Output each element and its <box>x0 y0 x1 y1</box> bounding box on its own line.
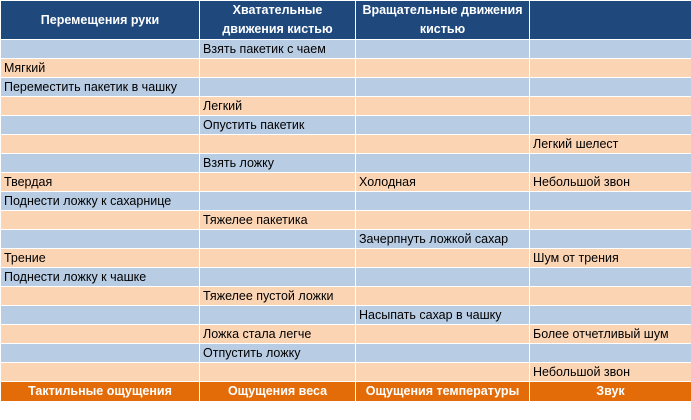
table-cell <box>530 344 691 363</box>
table-cell <box>530 230 691 249</box>
table-cell <box>200 306 356 325</box>
table-cell: Отпустить ложку <box>200 344 356 363</box>
table-cell <box>200 268 356 287</box>
table-cell <box>356 192 530 211</box>
table-cell: Взять ложку <box>200 154 356 173</box>
table-cell <box>1 363 200 382</box>
table-cell <box>356 287 530 306</box>
table-row <box>1 325 691 344</box>
table-row <box>1 78 691 97</box>
table-cell <box>530 116 691 135</box>
table-row <box>1 363 691 382</box>
table-cell <box>356 78 530 97</box>
table-cell: Опустить пакетик <box>200 116 356 135</box>
table-cell <box>1 287 200 306</box>
table-row <box>1 211 691 230</box>
table-cell: Более отчетливый шум <box>530 325 691 344</box>
table-cell: Небольшой звон <box>530 363 691 382</box>
table-row <box>1 173 691 192</box>
table-cell: Легкий шелест <box>530 135 691 154</box>
table-row <box>1 40 691 59</box>
table-row <box>1 154 691 173</box>
table-cell <box>1 135 200 154</box>
table-cell: Трение <box>1 249 200 268</box>
table-cell <box>530 306 691 325</box>
table-cell: Поднести ложку к чашке <box>1 268 200 287</box>
header-cell-grasping: Хватательные движения кистью <box>200 1 356 40</box>
footer-row <box>1 382 691 402</box>
table-cell: Твердая <box>1 173 200 192</box>
table-cell <box>356 211 530 230</box>
table-cell <box>530 97 691 116</box>
table-cell: Ложка стала легче <box>200 325 356 344</box>
table-cell <box>1 40 200 59</box>
footer-cell-tactile: Тактильные ощущения <box>1 382 200 402</box>
table-cell <box>530 40 691 59</box>
table-cell: Тяжелее пустой ложки <box>200 287 356 306</box>
table-cell <box>356 59 530 78</box>
table-cell <box>200 135 356 154</box>
table-cell <box>356 363 530 382</box>
table-cell: Холодная <box>356 173 530 192</box>
table-cell <box>530 78 691 97</box>
table-row <box>1 249 691 268</box>
header-row <box>1 1 691 40</box>
table-row <box>1 135 691 154</box>
table-cell: Насыпать сахар в чашку <box>356 306 530 325</box>
table-cell <box>356 154 530 173</box>
table-cell: Небольшой звон <box>530 173 691 192</box>
footer-cell-temperature: Ощущения температуры <box>356 382 530 402</box>
table-cell <box>1 230 200 249</box>
table-cell <box>356 249 530 268</box>
header-cell-empty <box>530 1 691 40</box>
table-row <box>1 59 691 78</box>
table-cell <box>200 249 356 268</box>
table-row <box>1 306 691 325</box>
footer-cell-sound: Звук <box>530 382 691 402</box>
table-row <box>1 268 691 287</box>
table-cell <box>200 363 356 382</box>
table-cell <box>200 78 356 97</box>
table-cell <box>200 173 356 192</box>
table-body <box>1 40 691 382</box>
table-cell <box>356 344 530 363</box>
table-cell <box>1 116 200 135</box>
table-row <box>1 192 691 211</box>
table-cell <box>530 59 691 78</box>
table-cell: Легкий <box>200 97 356 116</box>
table-cell <box>530 192 691 211</box>
table-cell <box>1 211 200 230</box>
table-cell <box>356 135 530 154</box>
table-cell: Шум от трения <box>530 249 691 268</box>
table-cell <box>1 325 200 344</box>
table-cell <box>356 116 530 135</box>
table-cell <box>1 306 200 325</box>
table-cell: Тяжелее пакетика <box>200 211 356 230</box>
table-cell <box>356 40 530 59</box>
footer-cell-weight: Ощущения веса <box>200 382 356 402</box>
table-cell: Мягкий <box>1 59 200 78</box>
table-cell: Зачерпнуть ложкой сахар <box>356 230 530 249</box>
table-cell <box>356 268 530 287</box>
table-cell: Взять пакетик с чаем <box>200 40 356 59</box>
header-cell-arm-movements: Перемещения руки <box>1 1 200 40</box>
table-cell <box>200 230 356 249</box>
table-cell <box>530 287 691 306</box>
table-cell <box>530 154 691 173</box>
header-cell-rotation: Вращательные движения кистью <box>356 1 530 40</box>
table-row <box>1 97 691 116</box>
table-cell: Переместить пакетик в чашку <box>1 78 200 97</box>
table-row <box>1 230 691 249</box>
table-cell <box>200 59 356 78</box>
table-row <box>1 287 691 306</box>
table-cell <box>1 97 200 116</box>
table-row <box>1 344 691 363</box>
table-cell <box>356 97 530 116</box>
table-row <box>1 116 691 135</box>
table-cell <box>530 211 691 230</box>
table-cell <box>1 154 200 173</box>
table-cell <box>356 325 530 344</box>
table-cell <box>530 268 691 287</box>
table-cell <box>200 192 356 211</box>
table-cell <box>1 344 200 363</box>
table-cell: Поднести ложку к сахарнице <box>1 192 200 211</box>
